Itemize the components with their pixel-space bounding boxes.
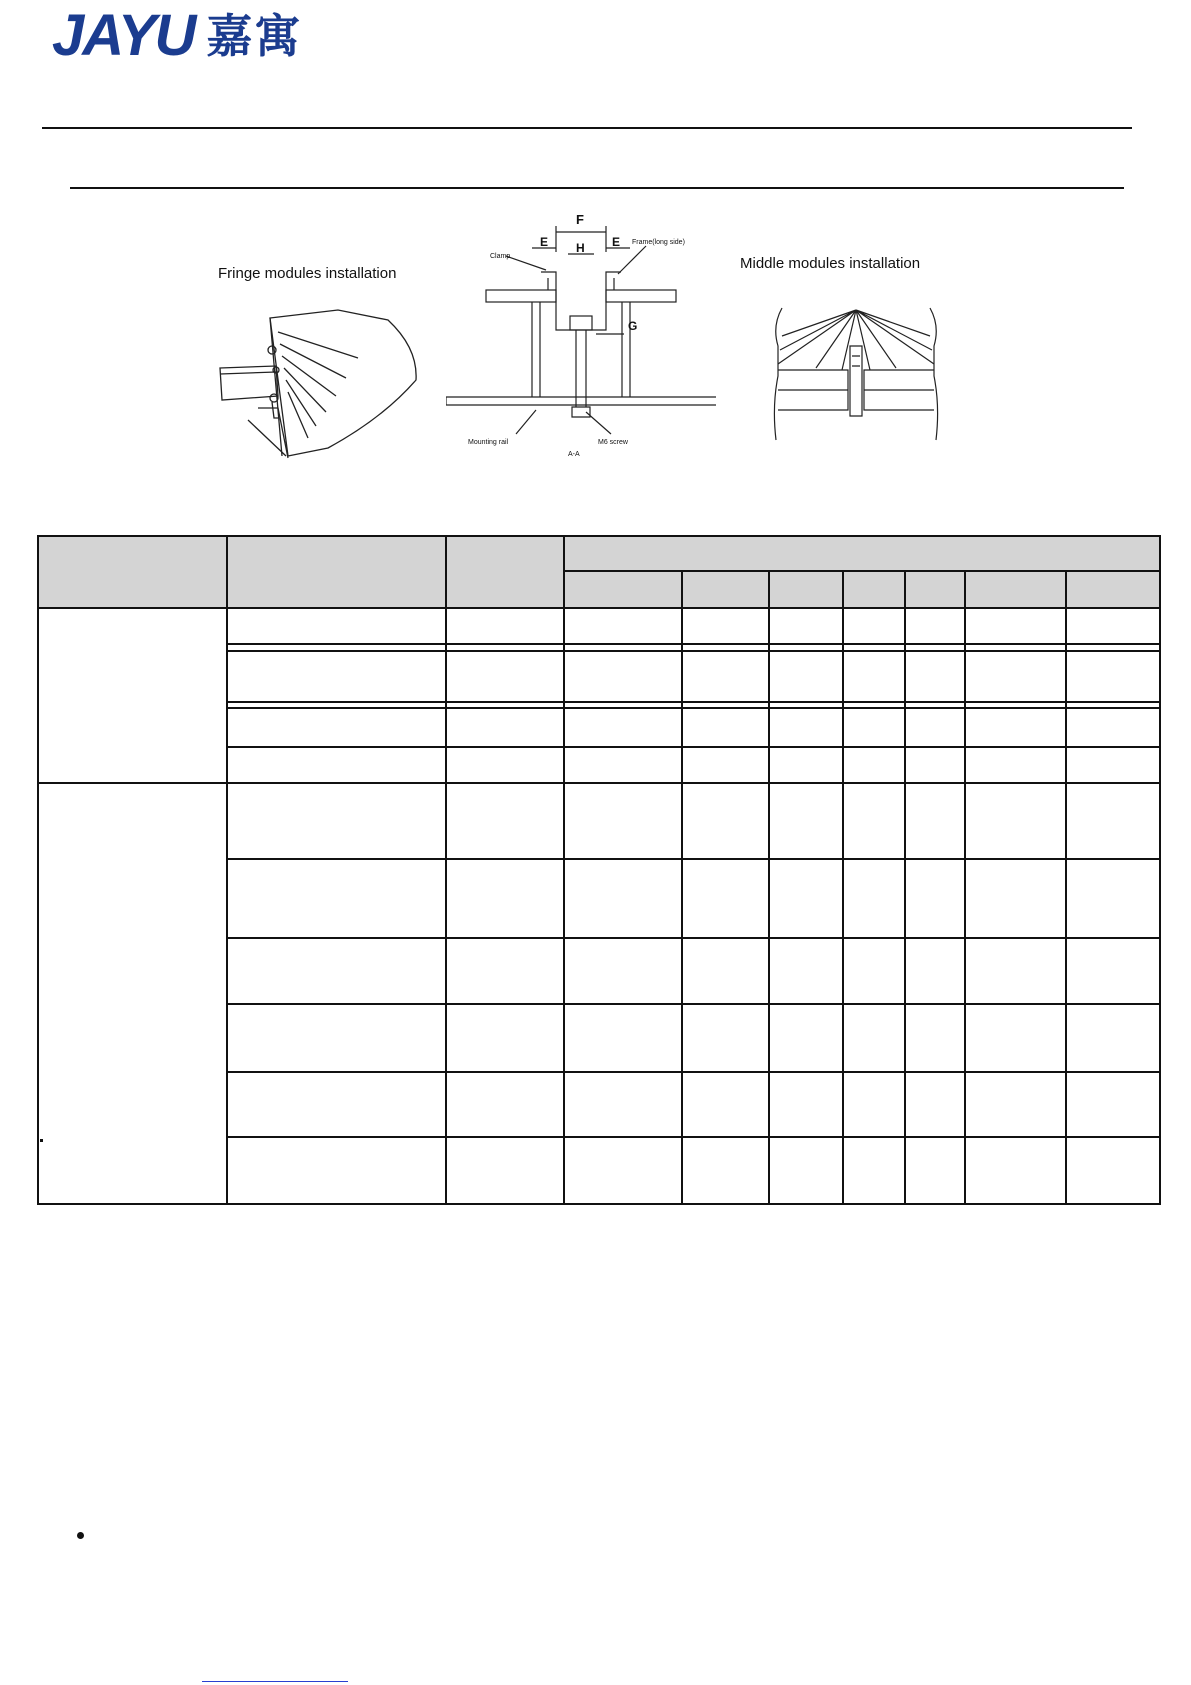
fringe-caption: Fringe modules installation — [218, 265, 397, 282]
header-rule — [42, 127, 1132, 129]
rail-label: Mounting rail — [468, 439, 509, 446]
header-cell — [227, 536, 446, 608]
footer-link-underline[interactable] — [202, 1681, 348, 1682]
cross-section-drawing — [446, 212, 716, 460]
group-cell — [38, 608, 227, 784]
group-cell — [38, 783, 227, 1204]
logo-cjk-text: 嘉寓 — [206, 9, 303, 63]
header-cell — [446, 536, 564, 608]
header-cell — [1066, 571, 1160, 608]
company-logo — [52, 3, 303, 68]
table-header-row — [38, 536, 1160, 571]
header-cell — [769, 571, 843, 608]
specification-table — [37, 535, 1161, 1205]
section-rule — [70, 187, 1124, 189]
header-cell — [965, 571, 1067, 608]
clamp-label: Clamp — [490, 253, 511, 260]
dim-e-left-label: E — [540, 235, 549, 249]
section-label: A-A — [568, 451, 580, 458]
table-row — [38, 783, 1160, 859]
middle-caption: Middle modules installation — [740, 255, 921, 272]
screw-label: M6 screw — [598, 439, 628, 446]
header-cell — [38, 536, 227, 608]
header-cell — [682, 571, 768, 608]
frame-label: Frame(long side) — [632, 239, 685, 246]
dim-e-right-label: E — [612, 235, 621, 249]
stray-dot — [40, 1139, 43, 1142]
table-row — [38, 608, 1160, 645]
fringe-module-drawing — [218, 308, 428, 460]
header-cell — [905, 571, 965, 608]
dim-g-label: G — [628, 319, 638, 333]
logo-latin-text: JAYU — [52, 3, 195, 68]
header-cell-group — [564, 536, 1160, 571]
header-cell — [843, 571, 904, 608]
dim-f-label: F — [576, 212, 584, 227]
header-cell — [564, 571, 683, 608]
middle-module-drawing — [772, 306, 940, 442]
bullet-marker — [77, 1532, 84, 1539]
dim-h-label: H — [576, 241, 585, 255]
